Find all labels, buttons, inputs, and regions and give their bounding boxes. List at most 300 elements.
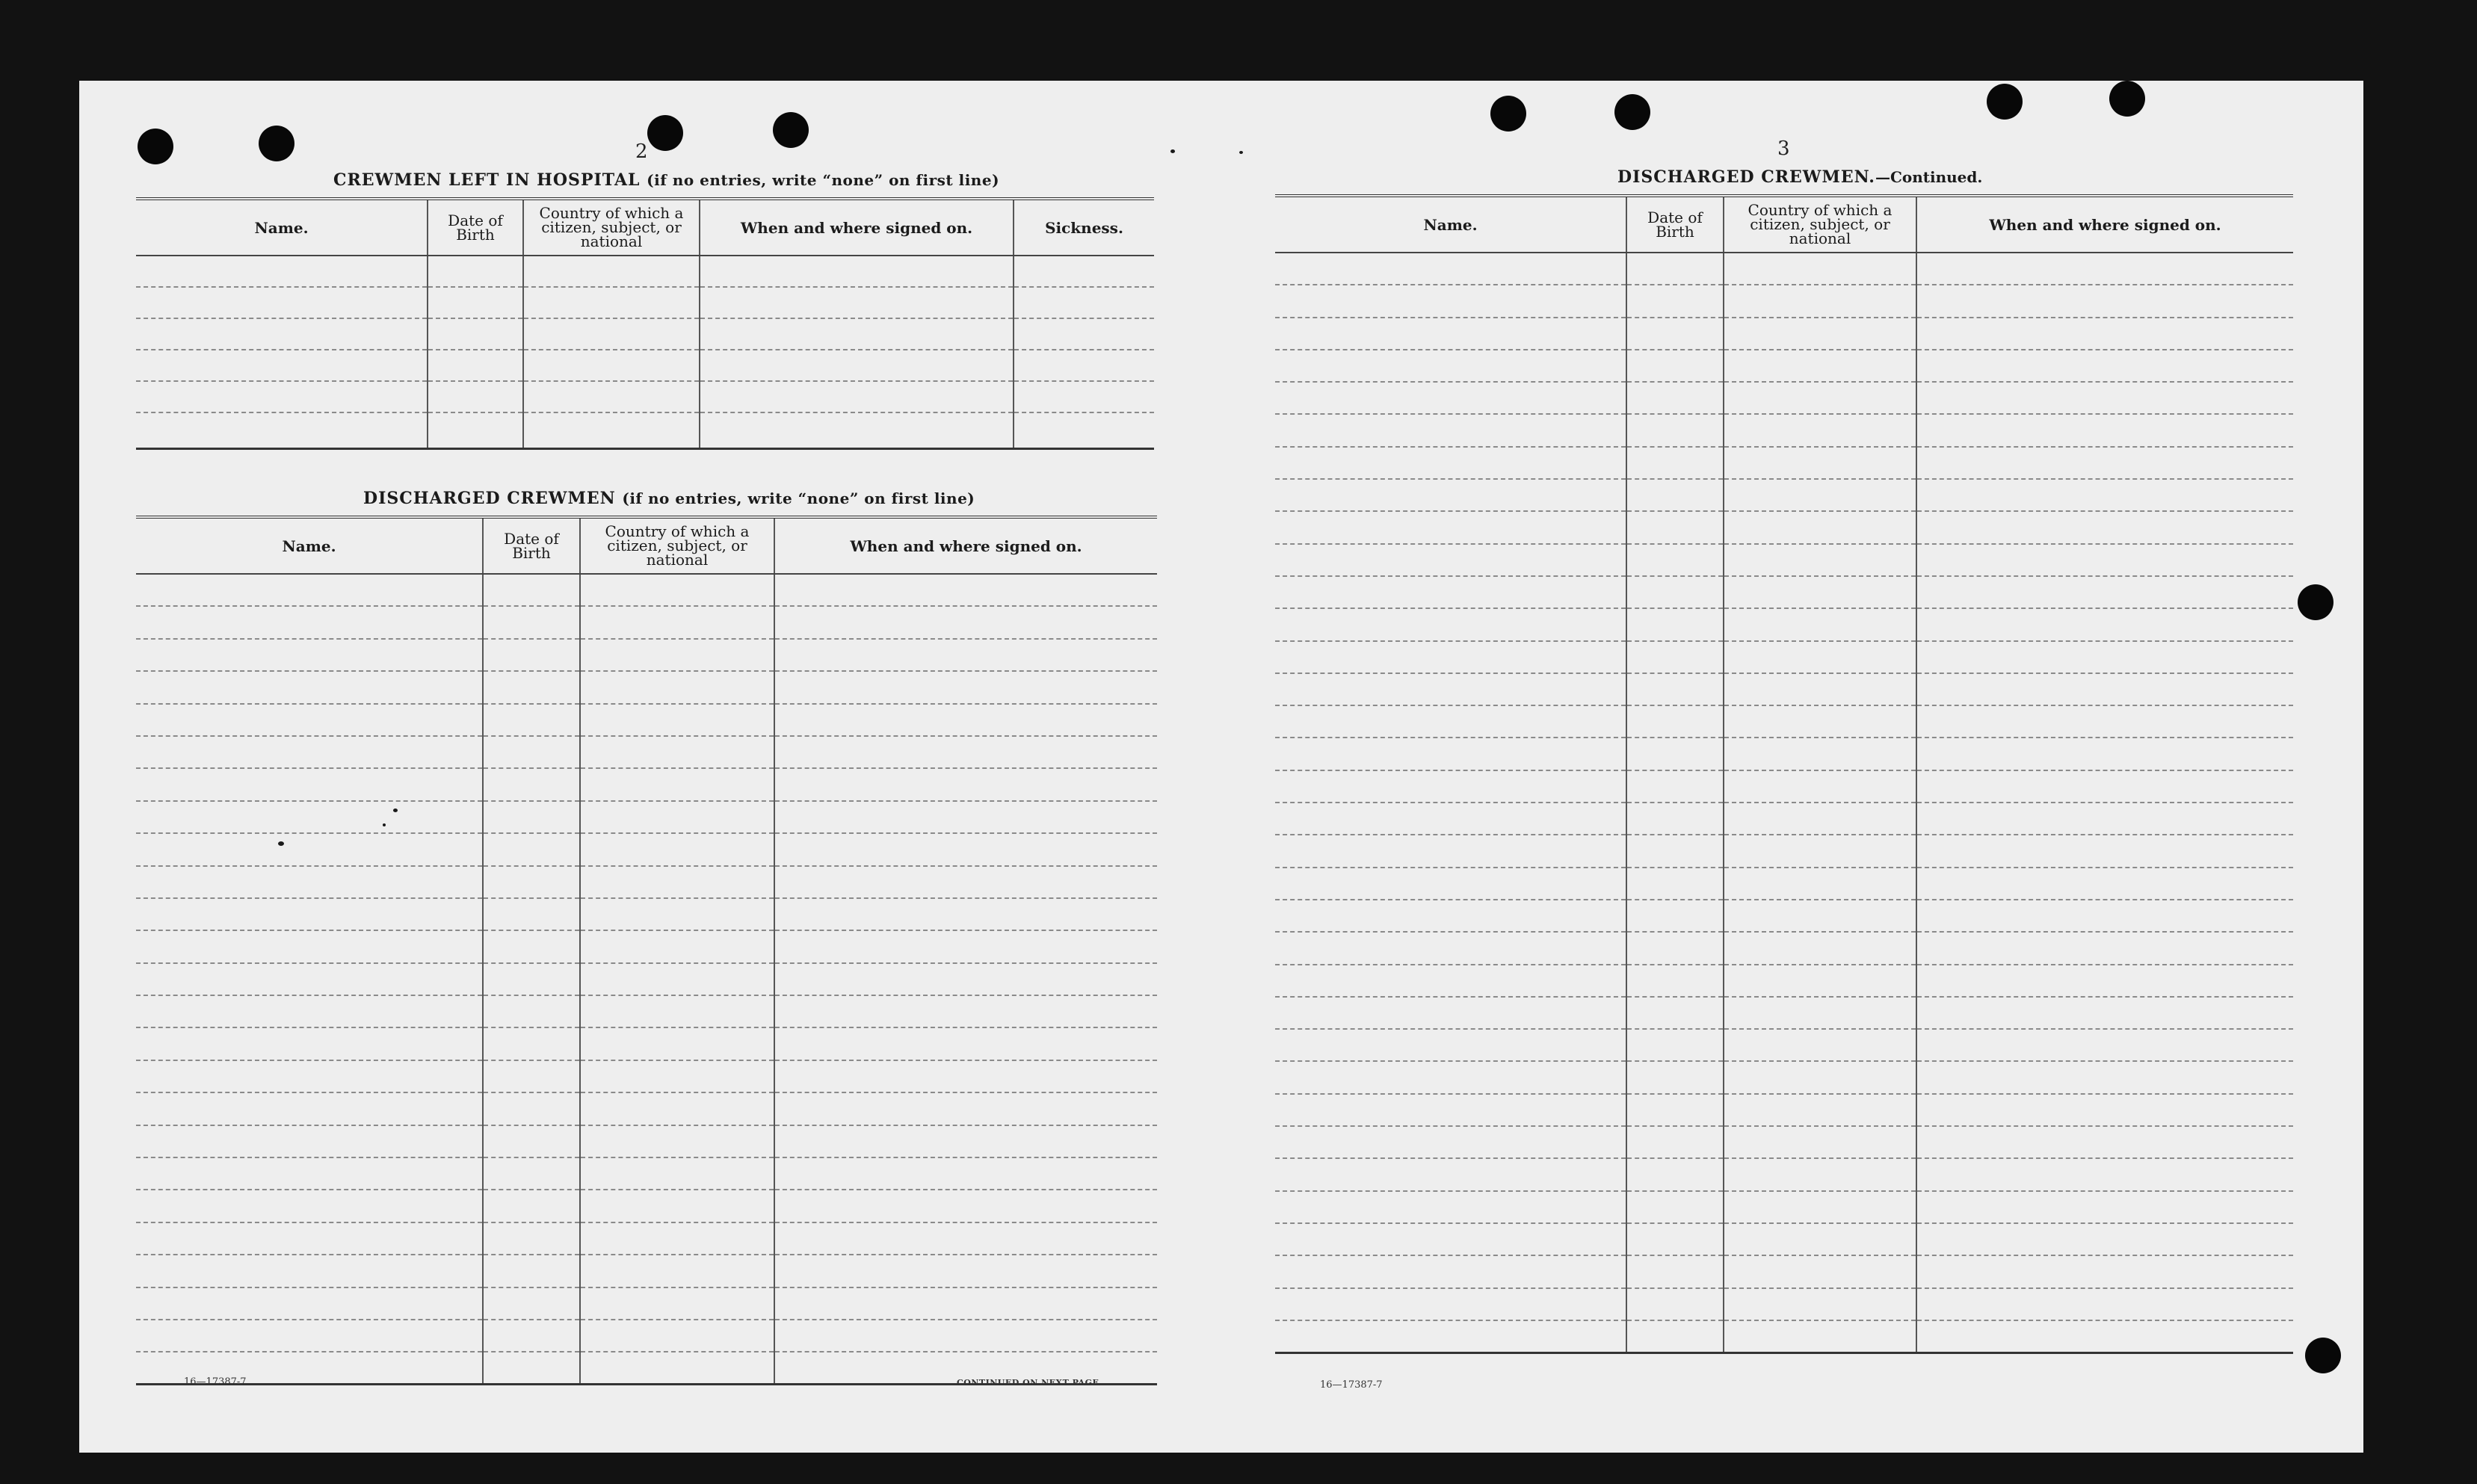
cell[interactable] xyxy=(523,287,700,318)
cell[interactable] xyxy=(774,1287,1157,1320)
cell[interactable] xyxy=(483,930,580,962)
cell[interactable] xyxy=(1275,382,1626,414)
table-row xyxy=(1275,1288,2293,1320)
cell[interactable] xyxy=(483,736,580,768)
cell[interactable] xyxy=(1626,641,1724,673)
cell[interactable] xyxy=(1916,1320,2293,1352)
cell[interactable] xyxy=(580,1157,774,1190)
cell[interactable] xyxy=(523,350,700,381)
cell[interactable] xyxy=(774,1190,1157,1222)
table-row xyxy=(1275,868,2293,900)
cell[interactable] xyxy=(774,1027,1157,1060)
cell[interactable] xyxy=(1626,253,1724,285)
cell[interactable] xyxy=(1626,997,1724,1029)
cell[interactable] xyxy=(1275,350,1626,382)
cell[interactable] xyxy=(1275,479,1626,511)
cell[interactable] xyxy=(136,256,428,287)
cell[interactable] xyxy=(1626,965,1724,997)
cell[interactable] xyxy=(136,574,483,606)
table-row xyxy=(1275,1255,2293,1287)
form-number: 16—17387-7 xyxy=(184,1376,247,1388)
cell[interactable] xyxy=(1275,770,1626,803)
cell[interactable] xyxy=(1724,1094,1916,1126)
cell[interactable] xyxy=(580,898,774,930)
cell[interactable] xyxy=(1916,705,2293,738)
cell[interactable] xyxy=(774,574,1157,606)
punch-hole xyxy=(1490,96,1526,132)
cell[interactable] xyxy=(136,1320,483,1352)
cell[interactable] xyxy=(1916,1158,2293,1190)
cell[interactable] xyxy=(1014,287,1154,318)
cell[interactable] xyxy=(483,1092,580,1125)
table-row xyxy=(136,1287,1157,1320)
table-row xyxy=(1275,900,2293,932)
table-row xyxy=(136,704,1157,736)
cell[interactable] xyxy=(483,1320,580,1352)
cell[interactable] xyxy=(1916,932,2293,964)
table-row xyxy=(136,898,1157,930)
cell[interactable] xyxy=(1916,511,2293,543)
cell[interactable] xyxy=(580,704,774,736)
cell[interactable] xyxy=(483,963,580,995)
table-row xyxy=(1275,1061,2293,1093)
cell[interactable] xyxy=(483,801,580,833)
cell[interactable] xyxy=(1916,350,2293,382)
cell[interactable] xyxy=(1724,544,1916,576)
cell[interactable] xyxy=(1014,256,1154,287)
cell[interactable] xyxy=(483,639,580,671)
cell[interactable] xyxy=(1275,705,1626,738)
cell[interactable] xyxy=(700,318,1014,350)
cell[interactable] xyxy=(774,1255,1157,1287)
cell[interactable] xyxy=(136,898,483,930)
cell[interactable] xyxy=(1275,285,1626,317)
cell[interactable] xyxy=(1724,511,1916,543)
cell[interactable] xyxy=(1626,932,1724,964)
table-row xyxy=(136,639,1157,671)
cell[interactable] xyxy=(774,704,1157,736)
cell[interactable] xyxy=(1724,1158,1916,1190)
section-title xyxy=(1617,167,1982,187)
cell[interactable] xyxy=(1916,544,2293,576)
cell[interactable] xyxy=(1916,965,2293,997)
cell[interactable] xyxy=(136,671,483,703)
cell[interactable] xyxy=(428,318,523,350)
cell[interactable] xyxy=(136,1287,483,1320)
table-row xyxy=(1275,479,2293,511)
cell[interactable] xyxy=(1275,1320,1626,1352)
cell[interactable] xyxy=(1916,1288,2293,1320)
cell[interactable] xyxy=(1724,1288,1916,1320)
cell[interactable] xyxy=(1626,738,1724,770)
cell[interactable] xyxy=(1724,576,1916,608)
cell[interactable] xyxy=(774,1060,1157,1092)
cell[interactable] xyxy=(1275,318,1626,350)
cell[interactable] xyxy=(774,1157,1157,1190)
cell[interactable] xyxy=(136,995,483,1027)
cell[interactable] xyxy=(774,1222,1157,1255)
cell[interactable] xyxy=(1626,447,1724,479)
cell[interactable] xyxy=(1916,1061,2293,1093)
cell[interactable] xyxy=(580,995,774,1027)
cell[interactable] xyxy=(580,1320,774,1352)
cell[interactable] xyxy=(1916,673,2293,705)
cell[interactable] xyxy=(136,1092,483,1125)
cell[interactable] xyxy=(1626,900,1724,932)
cell[interactable] xyxy=(1275,1126,1626,1158)
cell[interactable] xyxy=(1626,673,1724,705)
punch-hole xyxy=(647,115,683,151)
cell[interactable] xyxy=(1916,414,2293,446)
table-row xyxy=(1275,511,2293,543)
cell[interactable] xyxy=(1724,1029,1916,1061)
cell[interactable] xyxy=(1724,868,1916,900)
cell[interactable] xyxy=(1916,803,2293,835)
cell[interactable] xyxy=(1916,1223,2293,1255)
cell[interactable] xyxy=(1626,511,1724,543)
table-row xyxy=(136,1060,1157,1092)
table-row xyxy=(136,1157,1157,1190)
cell[interactable] xyxy=(136,930,483,962)
cell[interactable] xyxy=(483,1060,580,1092)
table-row xyxy=(136,1125,1157,1157)
cell[interactable] xyxy=(774,930,1157,962)
cell[interactable] xyxy=(1275,608,1626,640)
cell[interactable] xyxy=(1626,285,1724,317)
cell[interactable] xyxy=(483,833,580,865)
cell[interactable] xyxy=(1014,381,1154,412)
cell[interactable] xyxy=(1916,835,2293,867)
cell[interactable] xyxy=(774,1092,1157,1125)
cell[interactable] xyxy=(580,963,774,995)
cell[interactable] xyxy=(580,1092,774,1125)
cell[interactable] xyxy=(1275,965,1626,997)
ink-speck xyxy=(1239,151,1243,154)
cell[interactable] xyxy=(580,1027,774,1060)
cell[interactable] xyxy=(774,768,1157,800)
cell[interactable] xyxy=(1916,382,2293,414)
cell[interactable] xyxy=(1916,447,2293,479)
cell[interactable] xyxy=(1916,318,2293,350)
cell[interactable] xyxy=(774,866,1157,898)
cell[interactable] xyxy=(136,1255,483,1287)
cell[interactable] xyxy=(523,381,700,412)
col-country: Country of which a citizen, subject, or national xyxy=(580,517,774,574)
cell[interactable] xyxy=(1275,414,1626,446)
cell[interactable] xyxy=(136,606,483,638)
cell[interactable] xyxy=(136,963,483,995)
cell[interactable] xyxy=(136,768,483,800)
cell[interactable] xyxy=(1916,997,2293,1029)
cell[interactable] xyxy=(1626,770,1724,803)
cell[interactable] xyxy=(1275,576,1626,608)
cell[interactable] xyxy=(1916,479,2293,511)
table-row xyxy=(1275,738,2293,770)
cell[interactable] xyxy=(136,833,483,865)
cell[interactable] xyxy=(1275,932,1626,964)
cell[interactable] xyxy=(136,287,428,318)
cell[interactable] xyxy=(1626,1158,1724,1190)
cell[interactable] xyxy=(136,866,483,898)
cell[interactable] xyxy=(774,1320,1157,1352)
cell[interactable] xyxy=(580,866,774,898)
cell[interactable] xyxy=(1724,1126,1916,1158)
cell[interactable] xyxy=(774,736,1157,768)
cell[interactable] xyxy=(1724,835,1916,867)
cell[interactable] xyxy=(1275,511,1626,543)
cell[interactable] xyxy=(1626,1223,1724,1255)
cell[interactable] xyxy=(774,995,1157,1027)
cell[interactable] xyxy=(580,1352,774,1384)
cell[interactable] xyxy=(1916,641,2293,673)
cell[interactable] xyxy=(1724,608,1916,640)
cell[interactable] xyxy=(1724,1223,1916,1255)
cell[interactable] xyxy=(428,256,523,287)
cell[interactable] xyxy=(1724,285,1916,317)
cell[interactable] xyxy=(774,1125,1157,1157)
cell[interactable] xyxy=(580,930,774,962)
cell[interactable] xyxy=(1275,447,1626,479)
cell[interactable] xyxy=(1724,803,1916,835)
table-row xyxy=(1275,673,2293,705)
cell[interactable] xyxy=(1916,608,2293,640)
cell[interactable] xyxy=(136,318,428,350)
cell[interactable] xyxy=(580,639,774,671)
cell[interactable] xyxy=(1626,1094,1724,1126)
cell[interactable] xyxy=(428,381,523,412)
cell[interactable] xyxy=(1724,932,1916,964)
cell[interactable] xyxy=(700,381,1014,412)
cell[interactable] xyxy=(1626,576,1724,608)
cell[interactable] xyxy=(1275,1094,1626,1126)
discharged-continued-table xyxy=(1275,194,2293,1354)
cell[interactable] xyxy=(1724,900,1916,932)
cell[interactable] xyxy=(1724,1191,1916,1223)
cell[interactable] xyxy=(580,1255,774,1287)
cell[interactable] xyxy=(1275,997,1626,1029)
cell[interactable] xyxy=(580,671,774,703)
cell[interactable] xyxy=(136,639,483,671)
cell[interactable] xyxy=(1724,673,1916,705)
cell[interactable] xyxy=(1916,900,2293,932)
cell[interactable] xyxy=(580,1222,774,1255)
cell[interactable] xyxy=(1626,1191,1724,1223)
cell[interactable] xyxy=(774,606,1157,638)
cell[interactable] xyxy=(1275,1061,1626,1093)
cell[interactable] xyxy=(580,1287,774,1320)
cell[interactable] xyxy=(483,574,580,606)
cell[interactable] xyxy=(1275,673,1626,705)
table-row xyxy=(1275,544,2293,576)
cell[interactable] xyxy=(1724,738,1916,770)
cell[interactable] xyxy=(1724,382,1916,414)
cell[interactable] xyxy=(136,350,428,381)
cell[interactable] xyxy=(1724,1320,1916,1352)
cell[interactable] xyxy=(523,256,700,287)
cell[interactable] xyxy=(136,412,428,448)
cell[interactable] xyxy=(1275,1223,1626,1255)
hospital-title: CREWMEN LEFT IN HOSPITAL xyxy=(333,170,641,190)
cell[interactable] xyxy=(1626,350,1724,382)
table-row xyxy=(1275,965,2293,997)
col-signed-on: When and where signed on. xyxy=(774,517,1157,574)
cell[interactable] xyxy=(483,1157,580,1190)
cell[interactable] xyxy=(483,606,580,638)
table-row xyxy=(136,768,1157,800)
cell[interactable] xyxy=(136,1222,483,1255)
cell[interactable] xyxy=(580,768,774,800)
cell[interactable] xyxy=(136,1125,483,1157)
cell[interactable] xyxy=(1724,1061,1916,1093)
cell[interactable] xyxy=(774,801,1157,833)
cell[interactable] xyxy=(580,833,774,865)
cell[interactable] xyxy=(580,1125,774,1157)
cell[interactable] xyxy=(1275,1191,1626,1223)
cell[interactable] xyxy=(1014,318,1154,350)
cell[interactable] xyxy=(483,1255,580,1287)
table-row xyxy=(1275,641,2293,673)
cell[interactable] xyxy=(1626,1320,1724,1352)
cell[interactable] xyxy=(774,898,1157,930)
cell[interactable] xyxy=(1626,318,1724,350)
hospital-table xyxy=(136,197,1154,450)
cell[interactable] xyxy=(1275,803,1626,835)
cell[interactable] xyxy=(1626,382,1724,414)
table-row xyxy=(1275,1126,2293,1158)
cell[interactable] xyxy=(523,318,700,350)
cell[interactable] xyxy=(1724,997,1916,1029)
cell[interactable] xyxy=(1724,965,1916,997)
cell[interactable] xyxy=(1626,803,1724,835)
table-row xyxy=(136,1320,1157,1352)
cell[interactable] xyxy=(1724,705,1916,738)
cell[interactable] xyxy=(136,1027,483,1060)
document-sheet xyxy=(79,81,2363,1453)
cell[interactable] xyxy=(1275,641,1626,673)
cell[interactable] xyxy=(483,768,580,800)
cell[interactable] xyxy=(1626,1126,1724,1158)
cell[interactable] xyxy=(136,1157,483,1190)
cell[interactable] xyxy=(483,898,580,930)
cell[interactable] xyxy=(1916,738,2293,770)
cell[interactable] xyxy=(1916,253,2293,285)
cell[interactable] xyxy=(1626,1029,1724,1061)
cell[interactable] xyxy=(428,350,523,381)
cell[interactable] xyxy=(523,412,700,448)
cell[interactable] xyxy=(483,704,580,736)
cell[interactable] xyxy=(483,995,580,1027)
cell[interactable] xyxy=(774,671,1157,703)
cell[interactable] xyxy=(428,287,523,318)
section-title xyxy=(333,170,999,190)
table-row xyxy=(1275,1223,2293,1255)
cell[interactable] xyxy=(580,574,774,606)
cell[interactable] xyxy=(1626,705,1724,738)
cell[interactable] xyxy=(136,381,428,412)
cell[interactable] xyxy=(483,1125,580,1157)
cell[interactable] xyxy=(580,1190,774,1222)
cell[interactable] xyxy=(136,1060,483,1092)
cell[interactable] xyxy=(1014,412,1154,448)
cell[interactable] xyxy=(580,736,774,768)
cell[interactable] xyxy=(580,1060,774,1092)
cell[interactable] xyxy=(1626,414,1724,446)
cell[interactable] xyxy=(1724,1255,1916,1287)
cell[interactable] xyxy=(483,1352,580,1384)
cell[interactable] xyxy=(700,256,1014,287)
cell[interactable] xyxy=(580,606,774,638)
cell[interactable] xyxy=(1275,1255,1626,1287)
cell[interactable] xyxy=(1916,576,2293,608)
cell[interactable] xyxy=(774,833,1157,865)
cell[interactable] xyxy=(136,704,483,736)
discharged-rows xyxy=(136,574,1157,1385)
cell[interactable] xyxy=(1626,868,1724,900)
cell[interactable] xyxy=(700,287,1014,318)
cell[interactable] xyxy=(1275,738,1626,770)
cell[interactable] xyxy=(1916,285,2293,317)
cell[interactable] xyxy=(1626,608,1724,640)
cell[interactable] xyxy=(1724,253,1916,285)
cell[interactable] xyxy=(1916,1191,2293,1223)
cell[interactable] xyxy=(136,736,483,768)
cell[interactable] xyxy=(1275,1288,1626,1320)
cell[interactable] xyxy=(1275,868,1626,900)
cell[interactable] xyxy=(580,801,774,833)
cell[interactable] xyxy=(1275,1158,1626,1190)
cell[interactable] xyxy=(136,801,483,833)
cell[interactable] xyxy=(1724,350,1916,382)
cell[interactable] xyxy=(1275,835,1626,867)
cell[interactable] xyxy=(483,1027,580,1060)
cell[interactable] xyxy=(483,671,580,703)
cell[interactable] xyxy=(1626,479,1724,511)
cell[interactable] xyxy=(1626,1255,1724,1287)
cell[interactable] xyxy=(483,1190,580,1222)
cell[interactable] xyxy=(700,412,1014,448)
cell[interactable] xyxy=(1916,1029,2293,1061)
cell[interactable] xyxy=(1724,447,1916,479)
cell[interactable] xyxy=(1916,770,2293,803)
cell[interactable] xyxy=(1626,1061,1724,1093)
cell[interactable] xyxy=(1275,544,1626,576)
cell[interactable] xyxy=(1724,641,1916,673)
cell[interactable] xyxy=(1275,900,1626,932)
cell[interactable] xyxy=(1275,253,1626,285)
cell[interactable] xyxy=(1916,1255,2293,1287)
cell[interactable] xyxy=(1724,318,1916,350)
cell[interactable] xyxy=(1626,544,1724,576)
cell[interactable] xyxy=(774,639,1157,671)
cell[interactable] xyxy=(1626,1288,1724,1320)
cell[interactable] xyxy=(1275,1029,1626,1061)
cell[interactable] xyxy=(483,1222,580,1255)
cell[interactable] xyxy=(483,1287,580,1320)
cell[interactable] xyxy=(1724,479,1916,511)
cell[interactable] xyxy=(700,350,1014,381)
cell[interactable] xyxy=(1724,770,1916,803)
cell[interactable] xyxy=(774,963,1157,995)
cell[interactable] xyxy=(1014,350,1154,381)
cell[interactable] xyxy=(1724,414,1916,446)
cell[interactable] xyxy=(1626,835,1724,867)
cell[interactable] xyxy=(1916,868,2293,900)
cell[interactable] xyxy=(136,1190,483,1222)
cell[interactable] xyxy=(483,866,580,898)
cell[interactable] xyxy=(428,412,523,448)
cell[interactable] xyxy=(1916,1126,2293,1158)
cell[interactable] xyxy=(1916,1094,2293,1126)
